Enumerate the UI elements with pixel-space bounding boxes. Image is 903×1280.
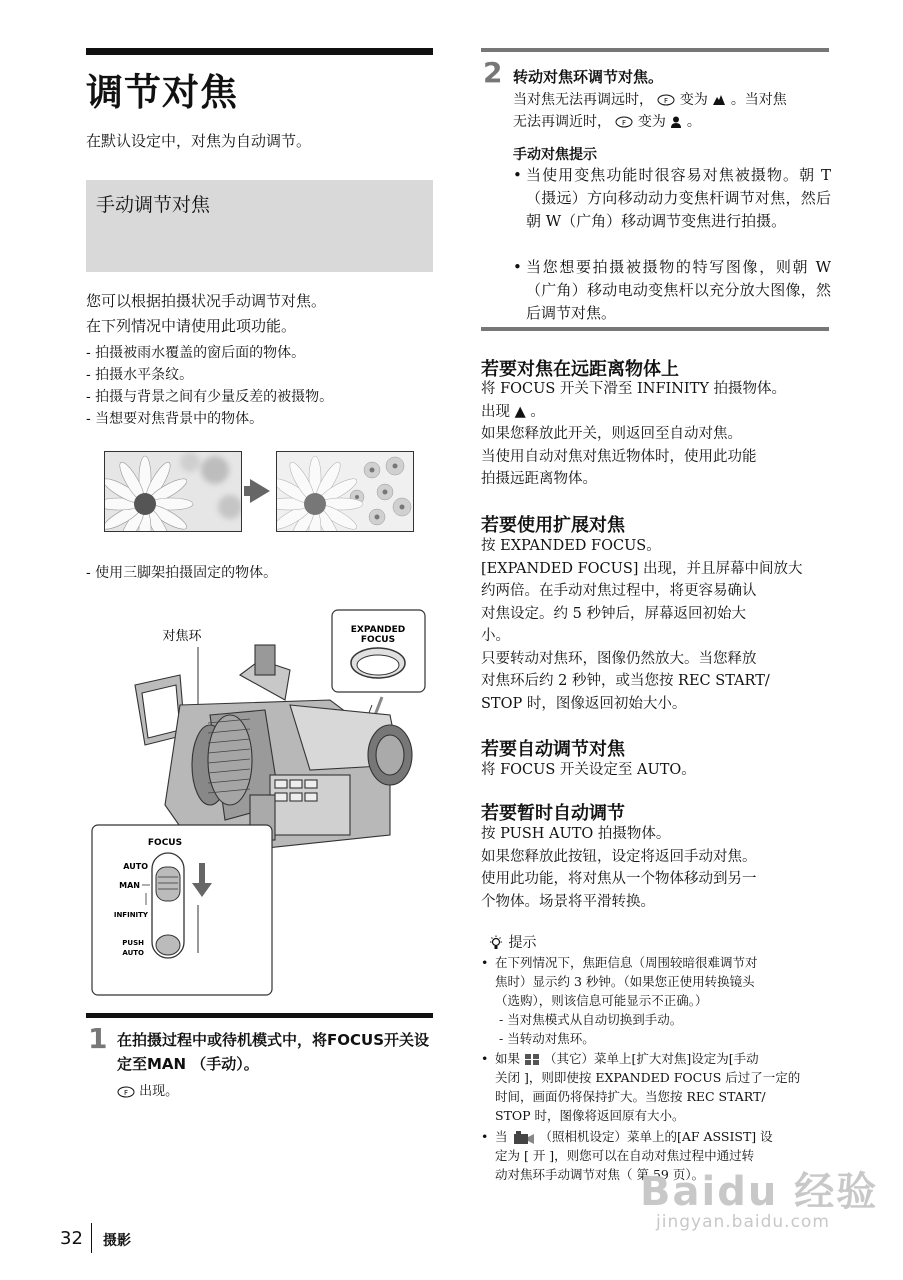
body-line: 按 PUSH AUTO 拍摄物体。	[481, 826, 671, 842]
step-1-sub	[117, 1080, 178, 1099]
camera-settings-icon	[512, 1131, 536, 1145]
step-2-rule	[481, 48, 829, 52]
para-1: 您可以根据拍摄状况手动调节对焦。	[86, 292, 327, 310]
tip-line: STOP 时，图像将返回原有大小。	[495, 1108, 685, 1123]
step-2-bottom-rule	[481, 327, 829, 331]
tips-title: 提示	[508, 935, 537, 951]
tip-line	[495, 1127, 831, 1146]
tip-line: 焦时）显示约 3 秒钟。（如果您正使用转换镜头	[495, 974, 755, 989]
body-line: 只要转动对焦环，图像仍然放大。当您释放	[481, 650, 757, 667]
tip-line	[495, 1049, 831, 1068]
tip-subline: - 当对焦模式从自动切换到手动。	[499, 1012, 683, 1027]
body-line: 使用此功能，将对焦从一个物体移动到另一	[481, 871, 757, 887]
step-rule	[86, 1013, 433, 1018]
infinity-label: INFINITY	[113, 911, 148, 919]
tip-bullet: • 如果 （其它）菜单上[扩大对焦]设定为[手动 关闭 ]，则即使按 EXPANDED FOCUS 后过了一定的 时间，画面仍将保持扩大。当您按 REC START/ STOP 时，图像将返回原有大小。	[481, 1049, 831, 1125]
tip-line: 在下列情况下，焦距信息（周围较暗很难调节对	[495, 955, 758, 970]
other-menu-icon	[524, 1053, 540, 1066]
tripod-case: - 使用三脚架拍摄固定的物体。	[86, 565, 278, 581]
case-item: - 拍摄与背景之间有少量反差的被摄物。	[86, 389, 334, 405]
case-item: - 拍摄被雨水覆盖的窗后面的物体。	[86, 345, 306, 361]
hint-bullet-text: 当您想要拍摄被摄物的特写图像，则朝 W（广角）移动电动变焦杆以充分放大图像，然后调节对焦。	[526, 258, 831, 322]
page-number: 32	[60, 1228, 83, 1249]
tip-bullet: • 在下列情况下，焦距信息（周围较暗很难调节对 焦时）显示约 3 秒钟。（如果您正使用转换镜头 （选购），则该信息可能显示不正确。） - 当对焦模式从自动切换到手动。 - 当转动对焦环。	[481, 953, 831, 1048]
case-item: - 当想要对焦背景中的物体。	[86, 411, 264, 427]
section-body-auto	[481, 759, 831, 782]
arrow-right-icon	[250, 479, 270, 503]
manual-focus-icon	[615, 116, 633, 128]
expanded-label-2: FOCUS	[360, 635, 396, 645]
body-line: 如果您释放此开关，则返回至自动对焦。	[481, 426, 742, 442]
push-auto-label: AUTO	[122, 949, 144, 957]
line-text: 变为	[637, 114, 666, 130]
section-heading-push-auto: 若要暂时自动调节	[481, 803, 625, 824]
man-label: MAN	[119, 881, 140, 890]
para-2: 在下列情况中请使用此项功能。	[86, 317, 297, 335]
section-heading-expanded: 若要使用扩展对焦	[481, 515, 625, 536]
tip-text: 如果	[495, 1051, 521, 1066]
body-line: 按 EXPANDED FOCUS。	[481, 538, 661, 554]
tip-line: 关闭 ]，则即使按 EXPANDED FOCUS 后过了一定的	[495, 1070, 801, 1085]
cases-list	[86, 342, 333, 430]
intro-text: 在默认设定中，对焦为自动调节。	[86, 132, 312, 150]
case-item: - 拍摄水平条纹。	[86, 367, 194, 383]
camcorder-illustration	[90, 605, 435, 1005]
body-line: 对焦环后约 2 秒钟，或当您按 REC START/	[481, 673, 770, 689]
focus-switch-label: FOCUS	[147, 838, 183, 848]
hint-title: 手动对焦提示	[513, 147, 597, 163]
tip-text: 当	[495, 1129, 508, 1144]
step-1-text: 在拍摄过程中或待机模式中，将FOCUS开关设定至MAN （手动）。	[117, 1031, 429, 1073]
body-line: 个物体。场景将平滑转换。	[481, 893, 655, 910]
tip-line: 时间，画面仍将保持扩大。当您按 REC START/	[495, 1089, 766, 1104]
body-line: 小。	[481, 628, 510, 644]
svg-text:F: F	[664, 97, 669, 105]
manual-focus-icon	[657, 94, 675, 106]
step-2-line-1	[513, 89, 831, 111]
watermark-brand: Baidu 经验	[640, 1169, 879, 1215]
hint-bullet-text: 当使用变焦功能时很容易对焦被摄物。朝 T（摄远）方向移动动力变焦杆调节对焦，然后朝 W（广角）移动调节变焦进行拍摄。	[526, 166, 831, 230]
section-heading-auto: 若要自动调节对焦	[481, 739, 625, 760]
line-text: 无法再调近时，	[513, 114, 611, 130]
tip-line: 定为 [ 开 ]，则您可以在自动对焦过程中通过转	[495, 1148, 755, 1163]
step-1-number: 1	[88, 1022, 108, 1055]
expanded-label-1: EXPANDED	[350, 625, 406, 635]
line-text: 当对焦无法再调远时，	[513, 92, 653, 108]
body-line: 将 FOCUS 开关设定至 AUTO。	[481, 762, 696, 778]
hint-bullet: • 当使用变焦功能时很容易对焦被摄物。朝 T（摄远）方向移动动力变焦杆调节对焦，然后朝 W（广角）移动调节变焦进行拍摄。	[513, 164, 831, 233]
push-label: PUSH	[122, 939, 144, 947]
tip-text: （其它）菜单上[扩大对焦]设定为[手动	[543, 1051, 759, 1066]
tip-text: （照相机设定）菜单上的[AF ASSIST] 设	[539, 1129, 773, 1144]
mountain-icon	[712, 94, 726, 106]
lightbulb-icon	[488, 935, 504, 951]
body-line: 对焦设定。约 5 秒钟后，屏幕返回初始大	[481, 605, 746, 622]
tips-header	[488, 932, 536, 952]
body-line: 出现 ▲ 。	[481, 403, 545, 420]
section-body-expanded	[481, 535, 831, 715]
body-line: [EXPANDED FOCUS] 出现，并且屏幕中间放大	[481, 560, 803, 577]
focus-ring-label: 对焦环	[162, 629, 202, 644]
tip-bullet: • 当 （照相机设定）菜单上的[AF ASSIST] 设 定为 [ 开 ]，则您可以在自动对焦过程中通过转 动对焦环手动调节对焦（ 第 59 页）。	[481, 1127, 831, 1184]
step-2-title: 转动对焦环调节对焦。	[513, 68, 664, 86]
body-line: 约两倍。在手动对焦过程中，将更容易确认	[481, 583, 757, 599]
section-body-far	[481, 378, 831, 491]
step-2-line-2	[513, 111, 831, 133]
person-icon	[670, 116, 682, 129]
line-text: 。当对焦	[730, 92, 787, 108]
focused-flower-photo	[276, 451, 414, 532]
section-heading-far: 若要对焦在远距离物体上	[481, 359, 679, 380]
auto-label: AUTO	[123, 862, 148, 871]
manual-focus-icon	[117, 1086, 135, 1098]
page-title: 调节对焦	[86, 71, 238, 114]
section-top-rule	[86, 48, 433, 55]
body-line: 将 FOCUS 开关下滑至 INFINITY 拍摄物体。	[481, 381, 786, 397]
step-1-sub-text: 出现。	[139, 1084, 179, 1099]
section-title: 手动调节对焦	[96, 194, 211, 216]
page-divider	[91, 1223, 92, 1253]
section-body-push-auto	[481, 823, 831, 913]
body-line: 当使用自动对焦对焦近物体时，使用此功能	[481, 448, 757, 465]
blurry-flower-photo	[104, 451, 242, 532]
line-text: 。	[686, 114, 701, 130]
page-section: 摄影	[103, 1233, 131, 1249]
body-line: 如果您释放此按钮，设定将返回手动对焦。	[481, 848, 757, 865]
hint-bullet: • 当您想要拍摄被摄物的特写图像，则朝 W（广角）移动电动变焦杆以充分放大图像，然后调节对焦。	[513, 256, 831, 325]
watermark-url: jingyan.baidu.com	[656, 1212, 830, 1232]
tip-line: （选购），则该信息可能显示不正确。）	[495, 993, 708, 1008]
svg-text:F: F	[123, 1088, 129, 1097]
line-text: 变为	[679, 92, 708, 108]
body-line: 拍摄远距离物体。	[481, 471, 597, 487]
tip-line: 动对焦环手动调节对焦（ 第 59 页）。	[495, 1167, 705, 1182]
svg-text:F: F	[622, 119, 627, 127]
step-2-number: 2	[483, 56, 503, 89]
body-line: STOP 时，图像返回初始大小。	[481, 695, 687, 712]
tip-subline: - 当转动对焦环。	[499, 1031, 595, 1046]
